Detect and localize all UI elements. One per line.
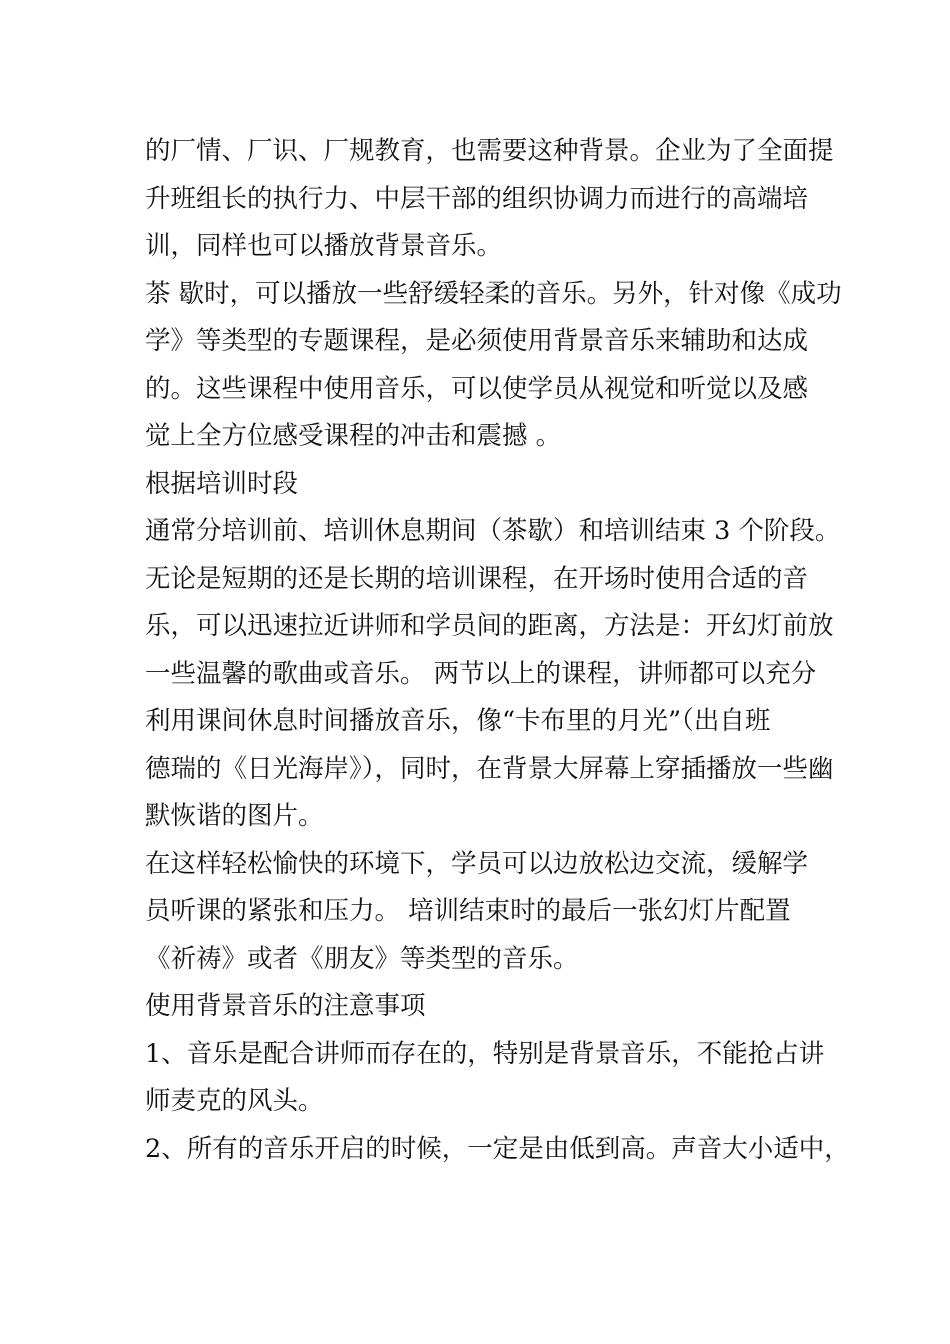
text-line: 德瑞的《日光海岸》），同时，在背景大屏幕上穿插播放一些幽 (145, 753, 834, 784)
text-line: 无论是短期的还是长期的培训课程，在开场时使用合适的音 (145, 563, 809, 594)
list-item-text: 2、所有的音乐开启的时候，一定是由低到高。声音大小适中， (145, 1133, 850, 1164)
text-line: 员听课的紧张和压力。 培训结束时的最后一张幻灯片配置 (145, 896, 791, 926)
list-item-text: 1、音乐是配合讲师而存在的，特别是背景音乐，不能抢占讲 (145, 1038, 825, 1069)
text-line: 默恢谐的图片。 (145, 801, 324, 831)
text-line: 在这样轻松愉快的环境下，学员可以边放松边交流，缓解学 (145, 848, 809, 879)
text-line: 《祈祷》或者《朋友》等类型的音乐。 (145, 943, 579, 974)
text-line: 的。这些课程中使用音乐，可以使学员从视觉和听觉以及感 (145, 373, 809, 404)
text-line: 乐，可以迅速拉近讲师和学员间的距离，方法是：开幻灯前放 (145, 611, 834, 641)
section-heading: 根据培训时段 (145, 468, 299, 499)
text-line: 升班组长的执行力、中层干部的组织协调力而进行的高端培 (145, 183, 809, 214)
document-body (145, 128, 850, 1173)
text-line: 利用课间休息时间播放音乐，像“卡布里的月光”（出自班 (145, 706, 771, 736)
text-line: 茶 歇时，可以播放一些舒缓轻柔的音乐。另外，针对像《成功 (145, 278, 842, 309)
text-line: 训，同样也可以播放背景音乐。 (145, 231, 503, 261)
text-line: 学》等类型的专题课程，是必须使用背景音乐来辅助和达成 (145, 326, 809, 356)
text-line: 一些温馨的歌曲或音乐。 两节以上的课程，讲师都可以充分 (145, 658, 817, 689)
text-line: 通常分培训前、培训休息期间（茶歇）和培训结束 3 个阶段。 (145, 516, 841, 546)
section-heading: 使用背景音乐的注意事项 (145, 991, 426, 1021)
text-line: 的厂情、厂识、厂规教育，也需要这种背景。企业为了全面提 (145, 136, 834, 166)
text-line: 觉上全方位感受课程的冲击和震撼 。 (145, 421, 562, 451)
list-item-text: 师麦克的风头。 (145, 1086, 324, 1116)
